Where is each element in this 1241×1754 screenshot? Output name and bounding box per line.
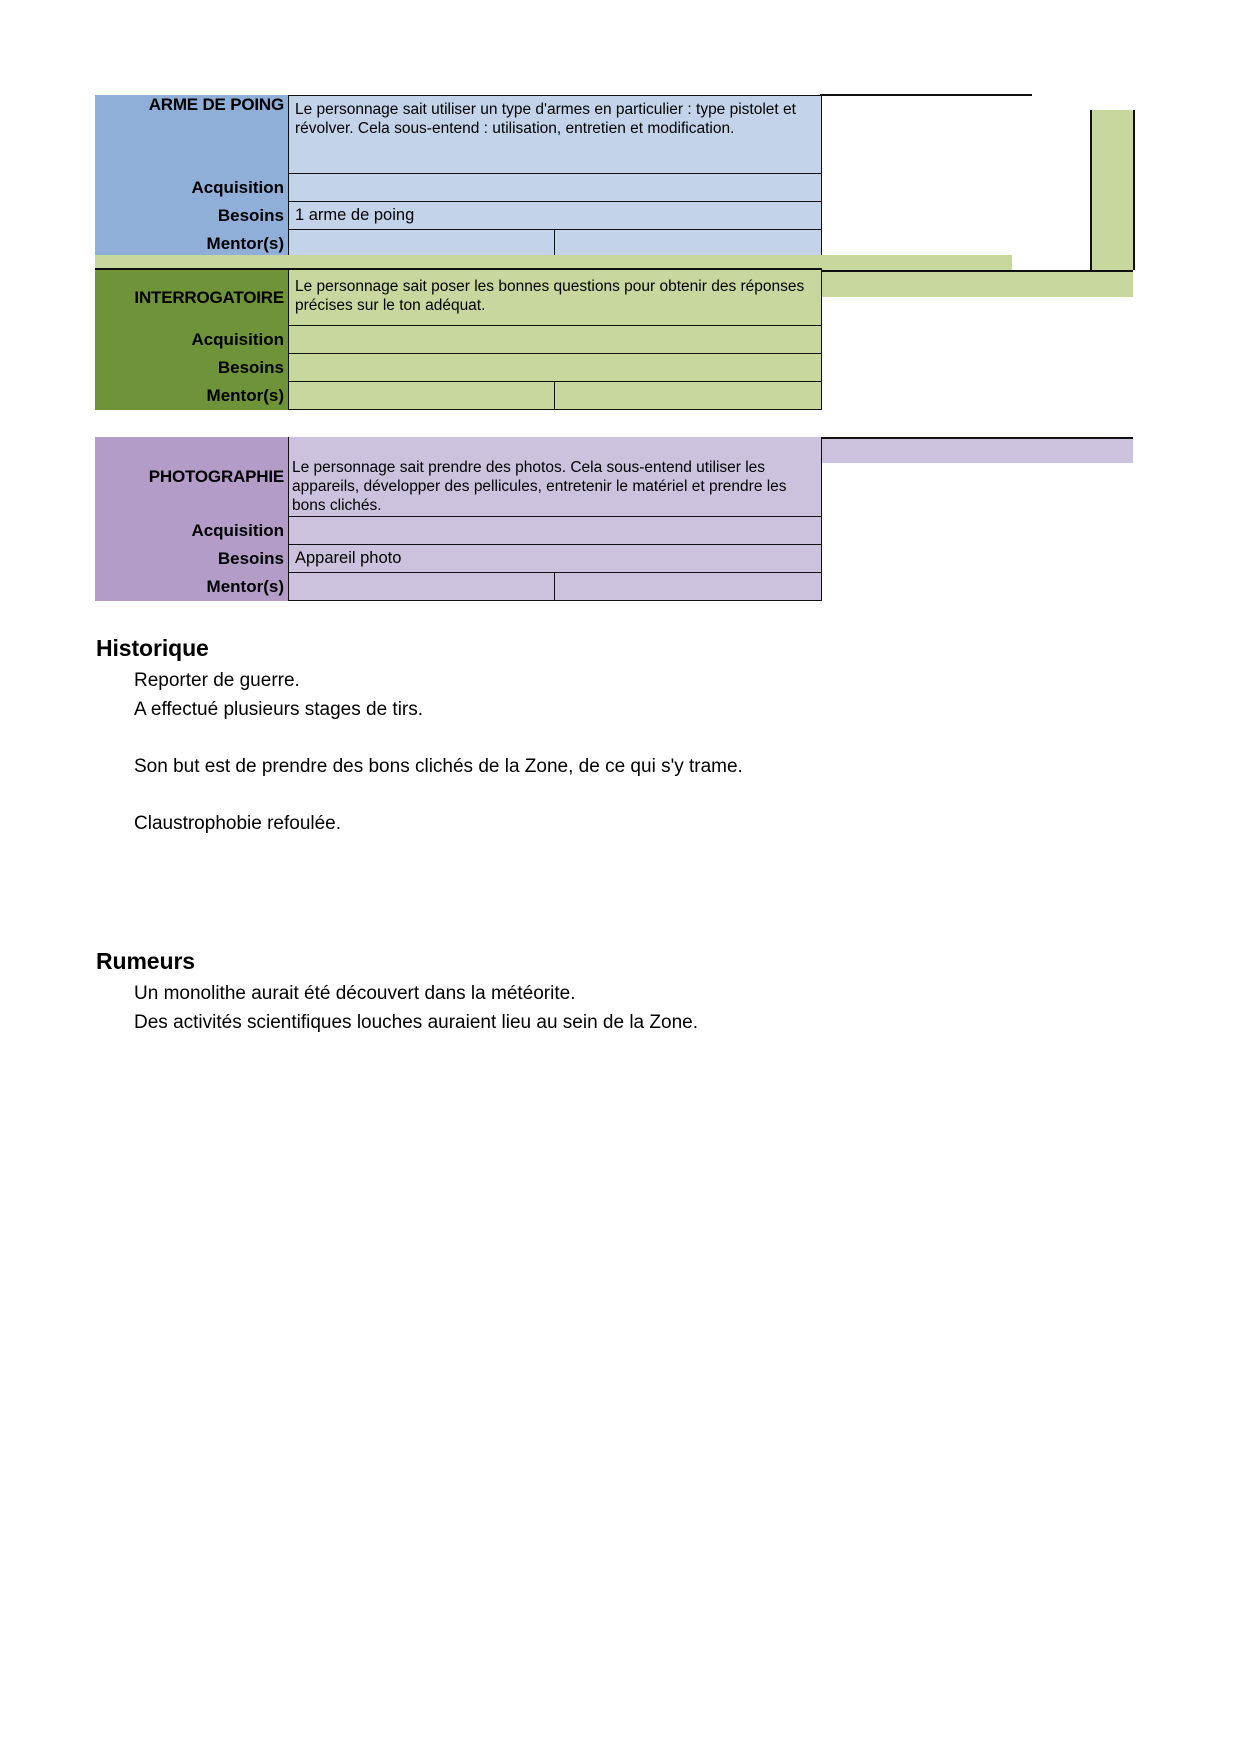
row-label-besoins: Besoins xyxy=(217,358,284,377)
cell-besoins-value[interactable] xyxy=(288,354,822,382)
historique-title: Historique xyxy=(96,635,209,661)
rumeurs-line-1: Un monolithe aurait été découvert dans la météorite. xyxy=(134,983,576,1004)
skill-cells-column xyxy=(288,437,822,601)
rumeurs-line-2: Des activités scientifiques louches auraient lieu au sein de la Zone. xyxy=(134,1011,698,1033)
skill-block-arme-de-poing xyxy=(95,95,822,258)
historique-line-5 xyxy=(134,782,743,810)
row-label-besoins: Besoins xyxy=(217,206,284,225)
skill-title-photographie: PHOTOGRAPHIE xyxy=(148,467,284,486)
row-label-acquisition: Acquisition xyxy=(191,330,284,349)
mentor-row xyxy=(288,382,822,410)
historique-line-3 xyxy=(134,725,743,753)
mentor-row xyxy=(288,573,822,601)
skill-label-column xyxy=(95,437,288,601)
skill-title-arme-de-poing: ARME DE POING xyxy=(148,95,284,114)
historique-line-6: Claustrophobie refoulée. xyxy=(134,812,342,834)
row-label-mentors: Mentor(s) xyxy=(206,577,284,596)
section-historique xyxy=(96,635,743,839)
interrogatoire-spill-band-right xyxy=(822,270,1133,297)
cell-mentor-1[interactable] xyxy=(288,573,555,601)
skill-cells-column xyxy=(288,95,822,258)
skill-description-interrogatoire: Le personnage sait poser les bonnes questions pour obtenir des réponses précises sur le ton adéquat. xyxy=(288,270,822,326)
row-label-acquisition: Acquisition xyxy=(191,521,284,540)
skill-label-column xyxy=(95,95,288,258)
skill-description-arme-de-poing: Le personnage sait utiliser un type d'armes en particulier : type pistolet et révolver. Cela sous-entend : utilisation, entretien et modification. xyxy=(288,95,822,174)
historique-body xyxy=(96,667,743,839)
historique-line-1: Reporter de guerre. xyxy=(134,670,300,691)
cell-acquisition-value[interactable] xyxy=(288,517,822,545)
skill-cells-column xyxy=(288,270,822,410)
mentor-row xyxy=(288,230,822,258)
row-label-mentors: Mentor(s) xyxy=(206,386,284,405)
skill-description-photographie: Le personnage sait prendre des photos. Cela sous-entend utiliser les appareils, développer des pellicules, entretenir le matériel et prendre les bons clichés. xyxy=(288,437,822,517)
skill-block-photographie xyxy=(95,437,822,601)
row-label-mentors: Mentor(s) xyxy=(206,234,284,253)
historique-line-4: Son but est de prendre des bons clichés de la Zone, de ce qui s'y trame. xyxy=(134,755,743,777)
cell-mentor-2[interactable] xyxy=(555,382,822,410)
cell-mentor-1[interactable] xyxy=(288,382,555,410)
cell-besoins-value[interactable]: Appareil photo xyxy=(288,545,822,573)
rumeurs-body xyxy=(96,980,698,1038)
cell-acquisition-value[interactable] xyxy=(288,174,822,202)
row-label-besoins: Besoins xyxy=(217,549,284,568)
row-label-acquisition: Acquisition xyxy=(191,178,284,197)
cell-mentor-1[interactable] xyxy=(288,230,555,258)
skill-title-interrogatoire: INTERROGATOIRE xyxy=(134,288,284,307)
skill-block-interrogatoire xyxy=(95,270,822,410)
rumeurs-title: Rumeurs xyxy=(96,948,195,974)
skill-label-column xyxy=(95,270,288,410)
cell-mentor-2[interactable] xyxy=(555,230,822,258)
arme-de-poing-top-rule xyxy=(820,94,1032,96)
cell-acquisition-value[interactable] xyxy=(288,326,822,354)
cell-besoins-value[interactable]: 1 arme de poing xyxy=(288,202,822,230)
historique-line-2: A effectué plusieurs stages de tirs. xyxy=(134,698,424,720)
interrogatoire-spill-column xyxy=(1090,110,1135,270)
cell-mentor-2[interactable] xyxy=(555,573,822,601)
section-rumeurs xyxy=(96,948,698,1038)
